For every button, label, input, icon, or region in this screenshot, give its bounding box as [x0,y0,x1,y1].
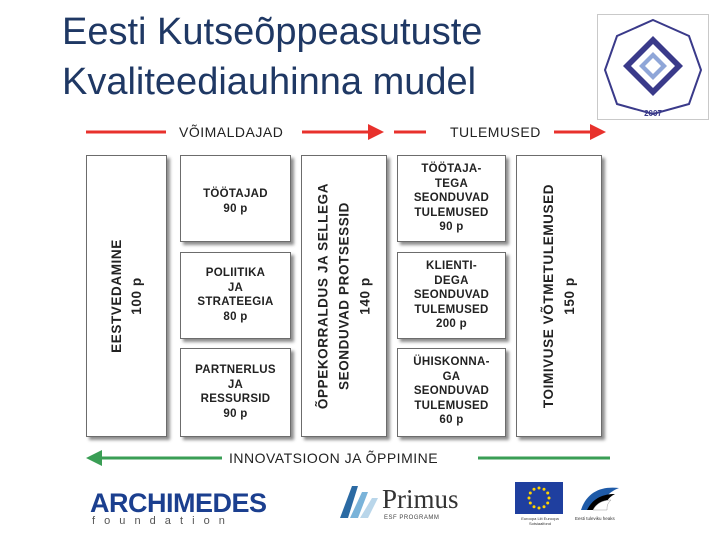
archimedes-logo [90,488,300,528]
seal-year: 2007 [644,109,662,118]
staff-text [181,187,290,216]
box-staff [180,155,291,242]
box-staff-results [397,155,506,242]
society-results-line: TULEMUSED [414,399,489,412]
box-society-results [397,348,506,437]
box-client-results [397,252,506,339]
staff-results-line: TÖÖTAJA- [421,163,482,175]
key-results-label [538,184,580,408]
partnership-line: JA [227,378,244,391]
innovation-label: INNOVATSIOON JA ÕPPIMINE [229,450,439,466]
society-results-points: 60 p [439,414,464,426]
page-title [62,0,562,110]
box-policy [180,252,291,339]
partnership-points: 90 p [223,407,248,420]
title-line-1: Eesti Kutseõppeasutuste [62,11,483,53]
box-leadership [86,155,167,437]
quality-award-seal [597,14,709,120]
eu-flag-icon [515,482,563,514]
society-results-line: SEONDUVAD [413,385,490,397]
processes-label [313,183,376,409]
innovation-arrowhead [86,450,102,466]
society-results-line: ÜHISKONNA- [413,356,490,368]
staff-points: 90 p [223,202,248,215]
processes-points: 140 p [357,277,373,315]
archimedes-part-2: MEDES [173,488,267,518]
leadership-points: 100 p [129,277,144,315]
archimedes-part-1: ARCHI [90,488,173,518]
box-key-results [516,155,602,437]
staff-line: TÖÖTAJAD [203,188,268,200]
processes-title-line-1: ÕPPEKORRALDUS JA SELLEGA [315,182,331,410]
archimedes-foundation: f o u n d a t i o n [92,515,228,527]
staff-results-text [398,162,505,235]
estonia-logo [575,482,625,528]
client-results-line: DEGA [434,274,469,287]
policy-text [181,266,290,324]
eu-flag-logo [515,482,563,528]
partnership-line: PARTNERLUS [195,364,276,376]
leadership-label [107,239,147,353]
primus-logo [332,482,472,528]
eu-caption: Euroopa Liit Euroopa Sotsiaalfond [521,516,559,526]
partnership-text [181,363,290,421]
society-results-line: GA [442,370,461,383]
staff-results-line: SEONDUVAD [413,192,490,204]
partnership-line: RESSURSID [200,393,271,405]
primus-emblem-icon [332,482,382,524]
staff-results-line: TULEMUSED [414,206,489,219]
client-results-text [398,259,505,332]
staff-results-line: TEGA [434,177,469,190]
society-results-text [398,355,505,428]
enablers-arrowhead [368,124,384,140]
enablers-label: VÕIMALDAJAD [179,124,284,140]
staff-results-points: 90 p [439,221,464,233]
key-results-points: 150 p [562,277,577,315]
processes-title-line-2: SEONDUVAD PROTSESSID [336,201,352,391]
client-results-line: TULEMUSED [414,303,489,316]
key-results-title: TOIMIVUSE VÕTMETULEMUSED [541,183,556,409]
estonian-bird-icon [575,482,625,514]
box-partnership [180,348,291,437]
policy-line: POLIITIKA [205,267,266,279]
policy-line: JA [227,281,244,294]
policy-points: 80 p [223,310,248,323]
primus-subtitle: ESF PROGRAMM [384,515,440,521]
results-arrowhead [590,124,606,140]
client-results-line: SEONDUVAD [413,289,490,301]
leadership-title: EESTVEDAMINE [109,239,124,353]
title-line-2: Kvaliteediauhinna mudel [62,61,477,103]
results-label: TULEMUSED [450,124,541,140]
policy-line: STRATEEGIA [197,296,274,308]
primus-wordmark: Primus [382,484,459,514]
client-results-points: 200 p [436,318,467,330]
client-results-line: KLIENTI- [426,260,477,272]
box-processes [301,155,387,437]
estonia-caption: Eesti tuleviku heaks [575,516,615,521]
